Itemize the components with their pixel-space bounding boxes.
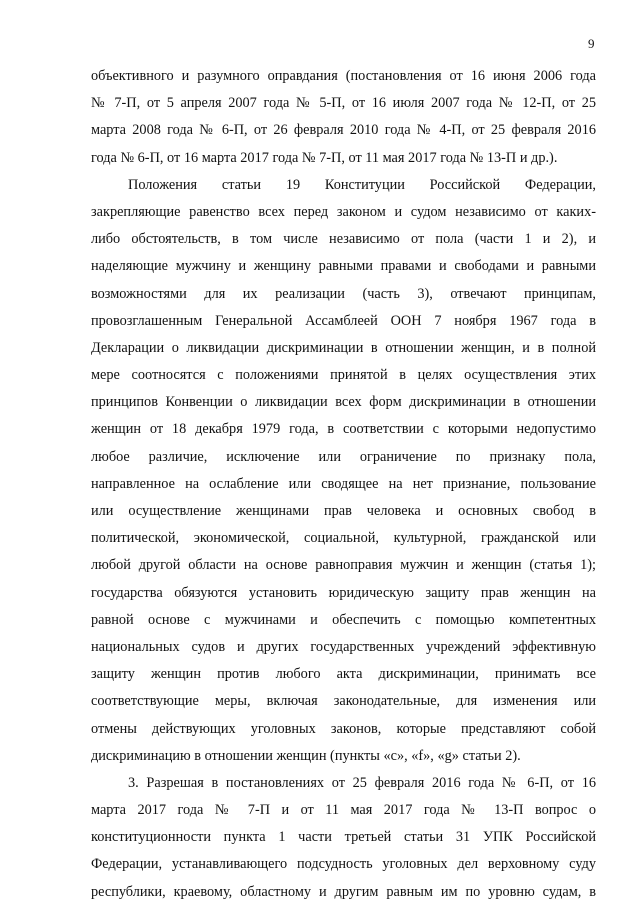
- text-line: национальных судов и других государственных учреждений эффективную: [91, 638, 596, 655]
- text-line: Декларации о ликвидации дискриминации в отношении женщин, и в полной: [91, 339, 596, 356]
- text-line: Положения статьи 19 Конституции Российской Федерации,: [128, 176, 596, 193]
- text-line: 3. Разрешая в постановлениях от 25 февраля 2016 года № 6-П, от 16: [128, 774, 596, 791]
- text-line: возможностями для их реализации (часть 3), отвечают принципам,: [91, 285, 596, 302]
- text-line: женщин от 18 декабря 1979 года, в соответствии с которыми недопустимо: [91, 421, 596, 438]
- text-line: республики, краевому, областному и другим равным им по уровню судам, в: [91, 883, 596, 900]
- text-line: года № 6-П, от 16 марта 2017 года № 7-П, от 11 мая 2017 года № 13-П и др.).: [91, 149, 558, 166]
- text-line: любой другой области на основе равноправия мужчин и женщин (статья 1);: [91, 557, 596, 574]
- text-line: наделяющие мужчину и женщину равными правами и свободами и равными: [91, 258, 596, 275]
- text-line: дискриминацию в отношении женщин (пункты «c», «f», «g» статьи 2).: [91, 747, 521, 764]
- text-line: или осуществление женщинами прав человека и основных свобод в: [91, 503, 596, 519]
- text-line: любое различие, исключение или ограничение по признаку пола,: [91, 448, 596, 465]
- text-line: направленное на ослабление или сводящее на нет признание, пользование: [91, 475, 596, 492]
- text-line: Федерации, устанавливающего подсудность уголовных дел верховному суду: [91, 856, 596, 873]
- text-line: защиту женщин против любого акта дискриминации, принимать все: [91, 666, 596, 683]
- text-line: провозглашенным Генеральной Ассамблеей ООН 7 ноября 1967 года в: [91, 312, 596, 329]
- text-line: государства обязуются установить юридическую защиту прав женщин на: [91, 584, 596, 601]
- text-line: принципов Конвенции о ликвидации всех форм дискриминации в отношении: [91, 394, 596, 411]
- text-line: равной основе с мужчинами и обеспечить с помощью компетентных: [91, 611, 596, 628]
- text-line: № 7-П, от 5 апреля 2007 года № 5-П, от 16 июля 2007 года № 12-П, от 25: [91, 95, 596, 112]
- text-line: марта 2017 года № 7-П и от 11 мая 2017 года № 13-П вопрос о: [91, 802, 596, 819]
- page-number: 9: [588, 36, 595, 51]
- text-line: закрепляющие равенство всех перед законом и судом независимо от каких-: [91, 203, 596, 220]
- text-line: объективного и разумного оправдания (постановления от 16 июня 2006 года: [91, 68, 596, 84]
- text-line: отмены действующих уголовных законов, которые представляют собой: [91, 720, 596, 737]
- text-line: соответствующие меры, включая законодательные, для изменения или: [91, 693, 596, 710]
- text-line: политической, экономической, социальной, культурной, гражданской или: [91, 530, 596, 547]
- text-line: конституционности пункта 1 части третьей статьи 31 УПК Российской: [91, 829, 596, 846]
- text-line: марта 2008 года № 6-П, от 26 февраля 2010 года № 4-П, от 25 февраля 2016: [91, 122, 596, 139]
- text-line: мере соотносятся с положениями принятой в целях осуществления этих: [91, 367, 596, 384]
- document-body: [91, 63, 596, 906]
- text-line: либо обстоятельств, в том числе независимо от пола (части 1 и 2), и: [91, 231, 596, 248]
